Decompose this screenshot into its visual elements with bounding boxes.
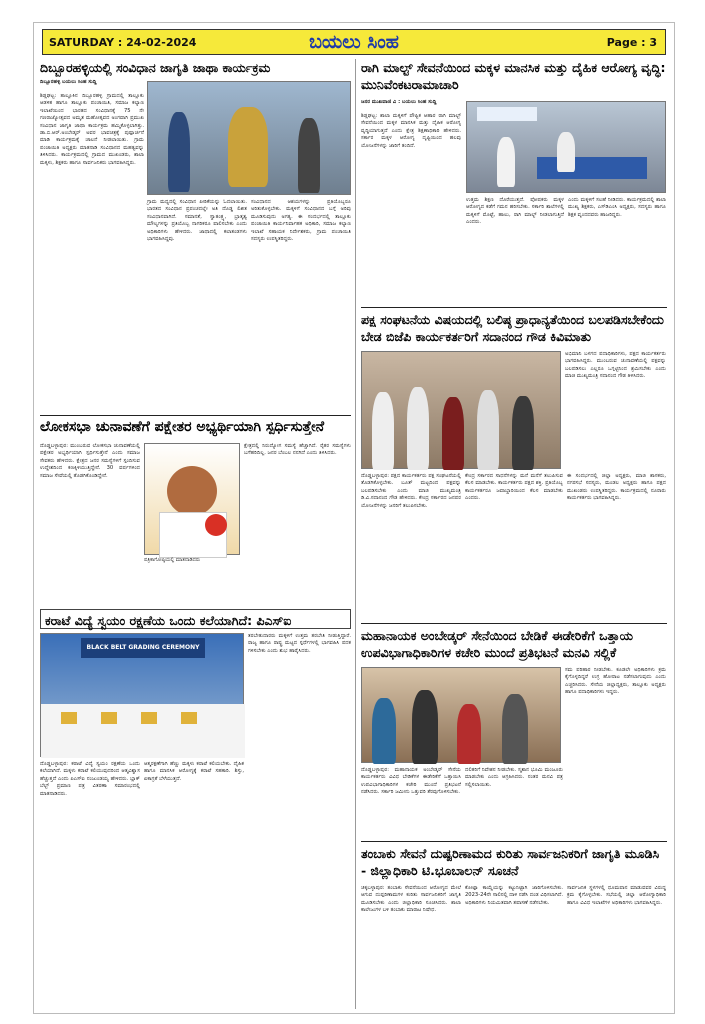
- newspaper-title: ಬಯಲು ಸಿಂಹ: [309, 31, 399, 53]
- article-1-column-1: ಶಿಡ್ಲಘಟ್ಟ: ತಾಲ್ಲೂಕಿನ ದಿಬ್ಬೂರಹಳ್ಳಿ ಗ್ರಾಮದಲ್ಲಿ ತಾಲ್ಲೂಕು ಆಡಳಿತ ಹಾಗೂ ತಾಲ್ಲೂಕು ಪಂಚಾಯಿತಿ, ಸಮಾಜ ಕಲ್ಯಾಣ ಇಲಾಖೆಯಿಂದ ಭಾರತದ ಸಂವಿಧಾನಕ್ಕೆ 75 ನೇ ಗಣರಾಜ್ಯೋತ್ಸವದ ಅಮೃತ ಮಹೋತ್ಸವದ ಅಂಗವಾಗಿ ಪ್ರಮುಖ ಸಂವಿಧಾನ ಜಾಗೃತಿ ಜಾಥಾ ಕಾರ್ಯಕ್ರಮ ಹಮ್ಮಿಕೊಳ್ಳಲಾಗಿತ್ತು. ಡಾ.ಬಿ.ಆರ್.ಅಂಬೇಡ್ಕರ್ ಅವರ ಭಾವಚಿತ್ರಕ್ಕೆ ಪುಷ್ಪಾರ್ಚನೆ ಮಾಡಿ ಕಾರ್ಯಕ್ರಮಕ್ಕೆ ಚಾಲನೆ ನೀಡಲಾಯಿತು. ಗ್ರಾಮ ಪಂಚಾಯಿತಿ ಅಧ್ಯಕ್ಷರು ಮಾತನಾಡಿ ಸಂವಿಧಾನದ ಮಹತ್ವವನ್ನು ತಿಳಿಸಿದರು. ಕಾರ್ಯಕ್ರಮದಲ್ಲಿ ಗ್ರಾಮದ ಮುಖಂಡರು, ಶಾಲಾ ಮಕ್ಕಳು, ಶಿಕ್ಷಕರು ಹಾಗೂ ಸಾರ್ವಜನಿಕರು ಭಾಗವಹಿಸಿದ್ದರು.: [40, 93, 144, 166]
- article-7-column-2: ಕೋಟ್ಪಾ ಕಾಯ್ದೆಯನ್ನು ಕಟ್ಟುನಿಟ್ಟಾಗಿ ಜಾರಿಗೊಳಿಸಬೇಕು. 2023-24ನೇ ಸಾಲಿನಲ್ಲಿ ದಾಳಿ ನಡೆಸಿ ದಂಡ ವಿಧಿಸಲಾಗಿದೆ. ಅಧಿಕಾರಿಗಳು ನಿಯಮಿತವಾಗಿ ತಪಾಸಣೆ ನಡೆಸಬೇಕು.: [465, 885, 564, 906]
- article-2-column-3: ಎಂದು ಮಕ್ಕಳಿಗೆ ಸಲಹೆ ನೀಡಿದರು. ಕಾರ್ಯಕ್ರಮದಲ್ಲಿ ಶಾಲಾ ಮುಖ್ಯ ಶಿಕ್ಷಕರು, ಎಸ್‌ಡಿಎಂಸಿ ಅಧ್ಯಕ್ಷರು, ಸದಸ್ಯರು ಹಾಗೂ ಶಿಕ್ಷಕ ವೃಂದದವರು ಹಾಜರಿದ್ದರು.: [568, 197, 666, 218]
- article-5-column-3: ತರಬೇತುದಾರರು ಮಕ್ಕಳಿಗೆ ಉತ್ತಮ ತರಬೇತಿ ನೀಡುತ್ತಿದ್ದಾರೆ. ರಾಜ್ಯ ಹಾಗೂ ರಾಷ್ಟ್ರ ಮಟ್ಟದ ಸ್ಪರ್ಧೆಗಳಲ್ಲಿ ಭಾಗವಹಿಸಿ ಪದಕ ಗಳಿಸಬೇಕು ಎಂದು ಶುಭ ಹಾರೈಸಿದರು.: [248, 633, 351, 654]
- article-5-column-2: ಆತ್ಮರಕ್ಷಣೆಗಾಗಿ ಹೆಣ್ಣು ಮಕ್ಕಳು ಕರಾಟೆ ಕಲಿಯಬೇಕು. ದೈಹಿಕ ಹಾಗೂ ಮಾನಸಿಕ ಆರೋಗ್ಯಕ್ಕೆ ಕರಾಟೆ ಸಹಕಾರಿ. ಶಿಸ್ತು, ಏಕಾಗ್ರತೆ ಬೆಳೆಯುತ್ತದೆ.: [144, 761, 244, 782]
- article-5-photo: [40, 633, 244, 757]
- article-4-photo-caption: ಪತ್ರಿಕಾಗೋಷ್ಠಿಯಲ್ಲಿ ಮಾತನಾಡಿದರು: [144, 557, 201, 563]
- article-6-photo: [361, 667, 561, 763]
- article-6-column-2: ದಲಿತರಿಗೆ ನಿವೇಶನ ನೀಡಬೇಕು. ಸ್ಮಶಾನ ಭೂಮಿ ಮಂಜೂರು ಮಾಡಬೇಕು ಎಂದು ಆಗ್ರಹಿಸಿದರು. ನಂತರ ಮನವಿ ಪತ್ರ ಸಲ್ಲಿಸಲಾಯಿತು.: [465, 767, 563, 788]
- article-5-column-1: ದೊಡ್ಡಬಳ್ಳಾಪುರ: ಕರಾಟೆ ವಿದ್ಯೆ ಸ್ವಯಂ ರಕ್ಷಣೆಯ ಒಂದು ಕಲೆಯಾಗಿದೆ. ಮಕ್ಕಳು ಕರಾಟೆ ಕಲಿಯುವುದರಿಂದ ಆತ್ಮವಿಶ್ವಾಸ ಹೆಚ್ಚುತ್ತದೆ ಎಂದು ಪಿಎಸ್ಐ ನಂಜುಂಡಯ್ಯ ಹೇಳಿದರು. ಬ್ಲಾಕ್ ಬೆಲ್ಟ್ ಪ್ರಮಾಣ ಪತ್ರ ವಿತರಣಾ ಸಮಾರಂಭದಲ್ಲಿ ಮಾತನಾಡಿದರು.: [40, 761, 140, 797]
- masthead: [42, 29, 666, 55]
- article-3-column-3: ಈ ಸಂದರ್ಭದಲ್ಲಿ ಜಿಲ್ಲಾ ಅಧ್ಯಕ್ಷರು, ಮಾಜಿ ಶಾಸಕರು, ನಗರಸಭೆ ಸದಸ್ಯರು, ಮಂಡಲ ಅಧ್ಯಕ್ಷರು ಹಾಗೂ ಪಕ್ಷದ ಮುಖಂಡರು ಉಪಸ್ಥಿತರಿದ್ದರು. ಕಾರ್ಯಕ್ರಮದಲ್ಲಿ ನೂರಾರು ಕಾರ್ಯಕರ್ತರು ಭಾಗವಹಿಸಿದ್ದರು.: [567, 473, 666, 502]
- article-1-photo: [147, 81, 351, 195]
- article-3-side-column: ಅಭಿಮಾನಿ ಬಳಗದ ಪದಾಧಿಕಾರಿಗಳು, ಪಕ್ಷದ ಕಾರ್ಯಕರ್ತರು ಭಾಗವಹಿಸಿದ್ದರು. ಮುಂಬರುವ ಚುನಾವಣೆಯಲ್ಲಿ ಪಕ್ಷವನ್ನು ಬಲಪಡಿಸಲು ಎಲ್ಲರೂ ಒಗ್ಗಟ್ಟಿನಿಂದ ಶ್ರಮಿಸಬೇಕು ಎಂದು ಮಾಜಿ ಮುಖ್ಯಮಂತ್ರಿ ಸದಾನಂದ ಗೌಡ ತಿಳಿಸಿದರು.: [565, 351, 666, 380]
- article-2-headline: ರಾಗಿ ಮಾಲ್ಟ್ ಸೇವನೆಯಿಂದ ಮಕ್ಕಳ ಮಾನಸಿಕ ಮತ್ತು ದೈಹಿಕ ಆರೋಗ್ಯ ವೃದ್ಧಿ: ಮುನಿವೆಂಕಟರಾಮಾಚಾರಿ: [361, 60, 666, 92]
- article-4-headline: ಲೋಕಸಭಾ ಚುನಾವಣೆಗೆ ಪಕ್ಷೇತರ ಅಭ್ಯರ್ಥಿಯಾಗಿ ಸ್ಪರ್ಧಿಸುತ್ತೇನೆ: [40, 419, 325, 435]
- article-6-headline: ಮಹಾನಾಯಕ ಅಂಬೇಡ್ಕರ್ ಸೇನೆಯಿಂದ ಬೇಡಿಕೆ ಈಡೇರಿಕೆಗೆ ಒತ್ತಾಯ ಉಪವಿಭಾಗಾಧಿಕಾರಿಗಳ ಕಚೇರಿ ಮುಂದೆ ಪ್ರತಿಭಟನೆ ಮನವಿ ಸಲ್ಲಿಕೆ: [361, 628, 633, 660]
- article-4-photo: [144, 443, 240, 555]
- article-4-column-1: ದೊಡ್ಡಬಳ್ಳಾಪುರ: ಮುಂಬರುವ ಲೋಕಸಭಾ ಚುನಾವಣೆಯಲ್ಲಿ ಪಕ್ಷೇತರ ಅಭ್ಯರ್ಥಿಯಾಗಿ ಸ್ಪರ್ಧಿಸುತ್ತೇನೆ ಎಂದು ಸಮಾಜ ಸೇವಕರು ಹೇಳಿದರು. ಕ್ಷೇತ್ರದ ಜನರ ಸಮಸ್ಯೆಗಳಿಗೆ ಸ್ಪಂದಿಸುವ ಉದ್ದೇಶದಿಂದ ಕಣಕ್ಕಿಳಿಯುತ್ತಿದ್ದೇನೆ. 30 ವರ್ಷಗಳಿಂದ ಸಮಾಜ ಸೇವೆಯಲ್ಲಿ ತೊಡಗಿಕೊಂಡಿದ್ದೇನೆ.: [40, 443, 140, 479]
- article-1-column-2: ಗ್ರಾಮ ಮಧ್ಯದಲ್ಲಿ ಸಂವಿಧಾನ ಪೀಠಿಕೆಯನ್ನು ಓದಲಾಯಿತು. ಭಾರತದ ಸಂವಿಧಾನ ಪ್ರಪಂಚದಲ್ಲೇ ಅತಿ ದೊಡ್ಡ ಲಿಖಿತ ಸಂವಿಧಾನವಾಗಿದೆ. ಸಮಾನತೆ, ಸ್ವಾತಂತ್ರ್ಯ, ಭ್ರಾತೃತ್ವ ಮೌಲ್ಯಗಳನ್ನು ಪ್ರತಿಯೊಬ್ಬ ನಾಗರಿಕರೂ ಪಾಲಿಸಬೇಕು ಎಂದು ಅಧಿಕಾರಿಗಳು ಹೇಳಿದರು. ಜಾಥಾದಲ್ಲಿ ಕಲಾತಂಡಗಳು ಭಾಗವಹಿಸಿದ್ದವು.: [147, 199, 247, 243]
- article-1-headline: ದಿಬ್ಬೂರಹಳ್ಳಿಯಲ್ಲಿ ಸಂವಿಧಾನ ಜಾಗೃತಿ ಜಾಥಾ ಕಾರ್ಯಕ್ರಮ: [40, 60, 271, 75]
- article-4-column-2: ಕ್ಷೇತ್ರದಲ್ಲಿ ನಿರುದ್ಯೋಗ ಸಮಸ್ಯೆ ಹೆಚ್ಚಾಗಿದೆ. ರೈತರ ಸಮಸ್ಯೆಗಳು ಬಗೆಹರಿದಿಲ್ಲ. ಜನರ ಬೆಂಬಲ ನನಗಿದೆ ಎಂದು ತಿಳಿಸಿದರು.: [244, 443, 351, 457]
- article-6-column-3: ಸಮ ಪರಿಹಾರ ನೀಡಬೇಕು. ಕೂಡಲೇ ಅಧಿಕಾರಿಗಳು ಕ್ರಮ ಕೈಗೊಳ್ಳದಿದ್ದರೆ ಉಗ್ರ ಹೋರಾಟ ನಡೆಸಲಾಗುವುದು ಎಂದು ಎಚ್ಚರಿಸಿದರು. ಸೇನೆಯ ಜಿಲ್ಲಾಧ್ಯಕ್ಷರು, ತಾಲ್ಲೂಕು ಅಧ್ಯಕ್ಷರು ಹಾಗೂ ಪದಾಧಿಕಾರಿಗಳು ಇದ್ದರು.: [565, 667, 666, 696]
- divider: [361, 841, 667, 842]
- article-1-column-3: ಸಂವಿಧಾನದ ಆಶಯಗಳನ್ನು ಪ್ರತಿಯೊಬ್ಬರೂ ಅರಿತುಕೊಳ್ಳಬೇಕು. ಮಕ್ಕಳಿಗೆ ಸಂವಿಧಾನದ ಬಗ್ಗೆ ಅರಿವು ಮೂಡಿಸುವುದು ಅಗತ್ಯ. ಈ ಸಂದರ್ಭದಲ್ಲಿ ತಾಲ್ಲೂಕು ಪಂಚಾಯಿತಿ ಕಾರ್ಯನಿರ್ವಾಹಕ ಅಧಿಕಾರಿ, ಸಮಾಜ ಕಲ್ಯಾಣ ಇಲಾಖೆ ಸಹಾಯಕ ನಿರ್ದೇಶಕರು, ಗ್ರಾಮ ಪಂಚಾಯಿತಿ ಸದಸ್ಯರು ಉಪಸ್ಥಿತರಿದ್ದರು.: [251, 199, 351, 243]
- article-7-column-3: ಸಾರ್ವಜನಿಕ ಸ್ಥಳಗಳಲ್ಲಿ ಧೂಮಪಾನ ಮಾಡುವವರ ವಿರುದ್ಧ ಕ್ರಮ ಕೈಗೊಳ್ಳಬೇಕು. ಸಭೆಯಲ್ಲಿ ಜಿಲ್ಲಾ ಆರೋಗ್ಯಾಧಿಕಾರಿ ಹಾಗೂ ವಿವಿಧ ಇಲಾಖೆಗಳ ಅಧಿಕಾರಿಗಳು ಭಾಗವಹಿಸಿದ್ದರು.: [567, 885, 666, 906]
- article-7-headline: ತಂಬಾಕು ಸೇವನೆ ದುಷ್ಪರಿಣಾಮದ ಕುರಿತು ಸಾರ್ವಜನಿಕರಿಗೆ ಜಾಗೃತಿ ಮೂಡಿಸಿ - ಜಿಲ್ಲಾಧಿಕಾರಿ ಟಿ.ಭೂಬಾಲನ್ ಸೂಚನೆ: [361, 846, 660, 878]
- article-3-column-1: ದೊಡ್ಡಬಳ್ಳಾಪುರ: ಪಕ್ಷದ ಕಾರ್ಯಕರ್ತರು ಪಕ್ಷ ಸಂಘಟನೆಯಲ್ಲಿ ತೊಡಗಿಕೊಳ್ಳಬೇಕು. ಬೂತ್ ಮಟ್ಟದಿಂದ ಪಕ್ಷವನ್ನು ಬಲಪಡಿಸಬೇಕು ಎಂದು ಮಾಜಿ ಮುಖ್ಯಮಂತ್ರಿ ಡಿ.ವಿ.ಸದಾನಂದ ಗೌಡ ಹೇಳಿದರು. ಕೇಂದ್ರ ಸರ್ಕಾರದ ಜನಪರ ಯೋಜನೆಗಳನ್ನು ಜನರಿಗೆ ತಲುಪಿಸಬೇಕು.: [361, 473, 461, 509]
- article-3-headline: ಪಕ್ಷ ಸಂಘಟನೆಯ ವಿಷಯದಲ್ಲಿ ಬಲಿಷ್ಠ ಪ್ರಾಧಾನ್ಯತೆಯಿಂದ ಬಲಪಡಿಸಬೇಕೆಂದು ಬೇಡ ಬಿಜೆಪಿ ಕಾರ್ಯಕರ್ತರಿಗೆ ಸದಾನಂದ ಗೌಡ ಕಿವಿಮಾತು: [361, 312, 664, 344]
- newspaper-page: [33, 22, 675, 1014]
- article-1-byline: ದಿಬ್ಬೂರಹಳ್ಳಿ ಬಯಲು ಸಿಂಹ ಸುದ್ದಿ: [40, 79, 97, 85]
- article-2-column-2: ಉತ್ತಮ ಶಿಕ್ಷಣ ದೊರೆಯುತ್ತದೆ. ಪೋಷಕರು ಮಕ್ಕಳ ಆರೋಗ್ಯದ ಕಡೆಗೆ ಗಮನ ಹರಿಸಬೇಕು. ಸರ್ಕಾರಿ ಶಾಲೆಗಳಲ್ಲಿ ಮಕ್ಕಳಿಗೆ ಮೊಟ್ಟೆ, ಹಾಲು, ರಾಗಿ ಮಾಲ್ಟ್ ನೀಡಲಾಗುತ್ತಿದೆ ಎಂದರು.: [466, 197, 564, 226]
- divider: [40, 415, 351, 416]
- article-6-column-1: ದೊಡ್ಡಬಳ್ಳಾಪುರ: ಮಹಾನಾಯಕ ಅಂಬೇಡ್ಕರ್ ಸೇನೆಯ ಕಾರ್ಯಕರ್ತರು ವಿವಿಧ ಬೇಡಿಕೆಗಳ ಈಡೇರಿಕೆಗೆ ಒತ್ತಾಯಿಸಿ ಉಪವಿಭಾಗಾಧಿಕಾರಿಗಳ ಕಚೇರಿ ಮುಂದೆ ಪ್ರತಿಭಟನೆ ನಡೆಸಿದರು. ಸರ್ಕಾರಿ ಜಮೀನು ಒತ್ತುವರಿ ತೆರವುಗೊಳಿಸಬೇಕು.: [361, 767, 461, 796]
- divider: [361, 307, 667, 308]
- column-separator: [355, 59, 356, 1009]
- issue-date: SATURDAY : 24-02-2024: [49, 36, 197, 49]
- article-7-column-1: ಚಿಕ್ಕಬಳ್ಳಾಪುರ: ತಂಬಾಕು ಸೇವನೆಯಿಂದ ಆರೋಗ್ಯದ ಮೇಲೆ ಆಗುವ ದುಷ್ಪರಿಣಾಮಗಳ ಕುರಿತು ಸಾರ್ವಜನಿಕರಿಗೆ ಜಾಗೃತಿ ಮೂಡಿಸಬೇಕು ಎಂದು ಜಿಲ್ಲಾಧಿಕಾರಿ ಸೂಚಿಸಿದರು. ಶಾಲಾ ಕಾಲೇಜುಗಳ ಬಳಿ ತಂಬಾಕು ಮಾರಾಟ ನಿಷೇಧ.: [361, 885, 461, 914]
- page-number: Page : 3: [606, 36, 657, 49]
- article-5-headline: ಕರಾಟೆ ವಿದ್ಯೆ ಸ್ವಯಂ ರಕ್ಷಣೆಯ ಒಂದು ಕಲೆಯಾಗಿದೆ: ಪಿಎಸ್ಐ: [40, 609, 351, 629]
- article-2-byline: ಜನರ ಮುಖವಾಣಿ ವಿ : ಬಯಲು ಸಿಂಹ ಸುದ್ದಿ: [361, 99, 437, 105]
- article-2-column-1: ಶಿಡ್ಲಘಟ್ಟ: ಶಾಲಾ ಮಕ್ಕಳಿಗೆ ಪೌಷ್ಟಿಕ ಆಹಾರ ರಾಗಿ ಮಾಲ್ಟ್ ಸೇವನೆಯಿಂದ ಮಕ್ಕಳ ಮಾನಸಿಕ ಮತ್ತು ದೈಹಿಕ ಆರೋಗ್ಯ ವೃದ್ಧಿಯಾಗುತ್ತದೆ ಎಂದು ಕ್ಷೇತ್ರ ಶಿಕ್ಷಣಾಧಿಕಾರಿ ಹೇಳಿದರು. ಸರ್ಕಾರ ಮಕ್ಕಳ ಆರೋಗ್ಯ ದೃಷ್ಟಿಯಿಂದ ಹಲವು ಯೋಜನೆಗಳನ್ನು ಜಾರಿಗೆ ತಂದಿದೆ.: [361, 113, 461, 149]
- karate-banner: BLACK BELT GRADING CEREMONY: [81, 638, 205, 658]
- divider: [361, 623, 667, 624]
- article-3-photo: [361, 351, 561, 469]
- article-2-photo: [466, 101, 666, 193]
- article-3-column-2: ಕೇಂದ್ರ ಸರ್ಕಾರದ ಸಾಧನೆಗಳನ್ನು ಮನೆ ಮನೆಗೆ ತಲುಪಿಸುವ ಕೆಲಸ ಮಾಡಬೇಕು. ಕಾರ್ಯಕರ್ತರು ಪಕ್ಷದ ಶಕ್ತಿ. ಪ್ರತಿಯೊಬ್ಬ ಕಾರ್ಯಕರ್ತರೂ ಜವಾಬ್ದಾರಿಯಿಂದ ಕೆಲಸ ಮಾಡಬೇಕು ಎಂದರು.: [465, 473, 563, 502]
